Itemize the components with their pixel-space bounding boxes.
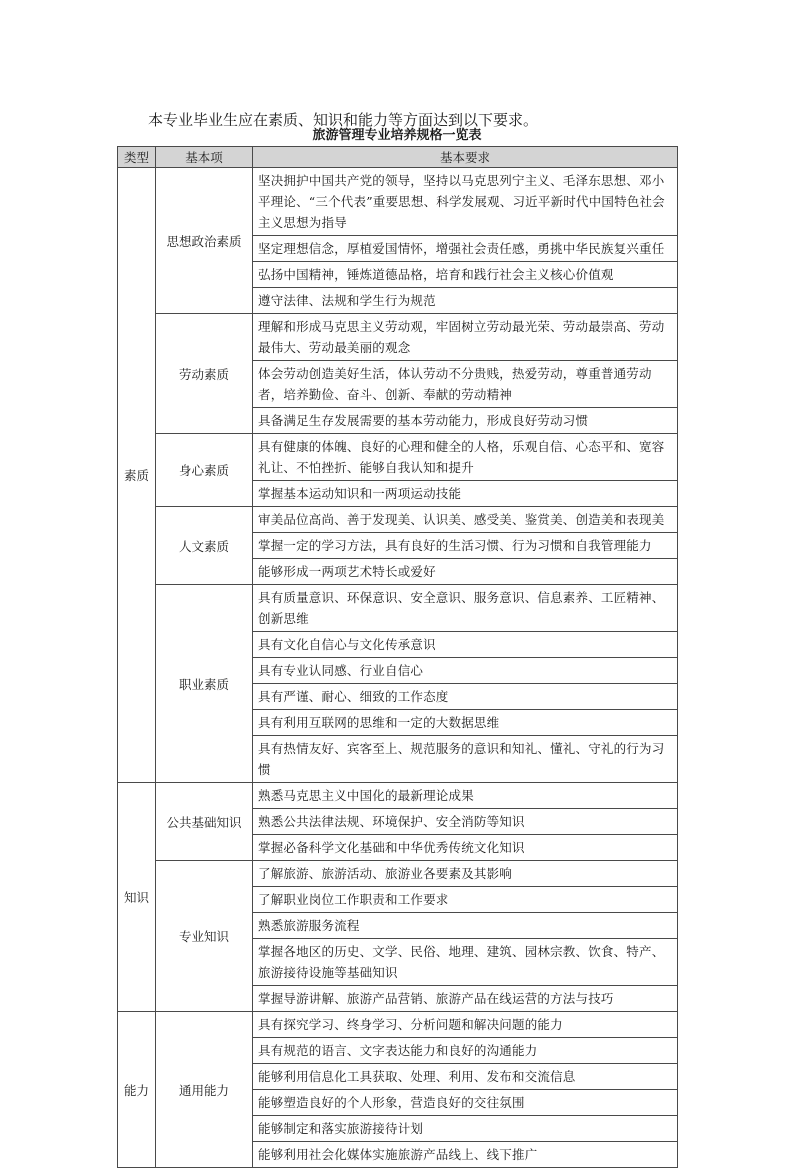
requirement-cell: 掌握必备科学文化基础和中华优秀传统文化知识 [253,835,678,861]
requirement-cell: 能够形成一两项艺术特长或爱好 [253,559,678,585]
requirement-cell: 弘扬中国精神，锤炼道德品格，培育和践行社会主义核心价值观 [253,262,678,288]
requirement-cell: 具有专业认同感、行业自信心 [253,658,678,684]
intro-paragraph: 本专业毕业生应在素质、知识和能力等方面达到以下要求。 [148,111,539,129]
requirement-cell: 掌握一定的学习方法，具有良好的生活习惯、行为习惯和自我管理能力 [253,533,678,559]
requirement-cell: 体会劳动创造美好生活，体认劳动不分贵贱，热爱劳动，尊重普通劳动者，培养勤俭、奋斗、创新、奉献的劳动精神 [253,361,678,408]
requirement-cell: 遵守法律、法规和学生行为规范 [253,288,678,314]
requirement-cell: 具有质量意识、环保意识、安全意识、服务意识、信息素养、工匠精神、创新思维 [253,585,678,632]
requirement-cell: 能够制定和落实旅游接待计划 [253,1116,678,1142]
requirement-cell: 具有利用互联网的思维和一定的大数据思维 [253,710,678,736]
requirement-cell: 能够塑造良好的个人形象，营造良好的交往氛围 [253,1090,678,1116]
requirement-cell: 具有规范的语言、文字表达能力和良好的沟通能力 [253,1038,678,1064]
table-row [118,783,678,809]
requirement-cell: 掌握导游讲解、旅游产品营销、旅游产品在线运营的方法与技巧 [253,986,678,1012]
basic-item-cell: 专业知识 [156,861,253,1012]
requirement-cell: 具有热情友好、宾客至上、规范服务的意识和知礼、懂礼、守礼的行为习惯 [253,736,678,783]
category-cell: 能力 [118,1012,156,1168]
basic-item-cell: 劳动素质 [156,314,253,434]
requirement-cell: 审美品位高尚、善于发现美、认识美、感受美、鉴赏美、创造美和表现美 [253,507,678,533]
header-type: 类型 [118,147,156,168]
requirement-cell: 坚定理想信念，厚植爱国情怀，增强社会责任感，勇挑中华民族复兴重任 [253,236,678,262]
basic-item-cell: 公共基础知识 [156,783,253,861]
requirement-cell: 具有探究学习、终身学习、分析问题和解决问题的能力 [253,1012,678,1038]
header-requirement: 基本要求 [253,147,678,168]
category-cell: 知识 [118,783,156,1012]
requirement-cell: 了解旅游、旅游活动、旅游业各要素及其影响 [253,861,678,887]
basic-item-cell: 通用能力 [156,1012,253,1168]
basic-item-cell: 人文素质 [156,507,253,585]
requirement-cell: 具有文化自信心与文化传承意识 [253,632,678,658]
table-row [118,507,678,533]
basic-item-cell: 职业素质 [156,585,253,783]
table-row [118,585,678,632]
requirement-cell: 具有健康的体魄、良好的心理和健全的人格，乐观自信、心态平和、宽容礼让、不怕挫折、能够自我认知和提升 [253,434,678,481]
requirement-cell: 坚决拥护中国共产党的领导，坚持以马克思列宁主义、毛泽东思想、邓小平理论、“三个代表”重要思想、科学发展观、习近平新时代中国特色社会主义思想为指导 [253,168,678,236]
table-row [118,1012,678,1038]
requirement-cell: 熟悉旅游服务流程 [253,913,678,939]
table-row [118,168,678,236]
table-row [118,861,678,887]
requirement-cell: 掌握各地区的历史、文学、民俗、地理、建筑、园林宗教、饮食、特产、旅游接待设施等基础知识 [253,939,678,986]
training-spec-table [117,146,678,1168]
requirement-cell: 具备满足生存发展需要的基本劳动能力，形成良好劳动习惯 [253,408,678,434]
requirement-cell: 能够利用社会化媒体实施旅游产品线上、线下推广 [253,1142,678,1168]
requirement-cell: 理解和形成马克思主义劳动观，牢固树立劳动最光荣、劳动最崇高、劳动最伟大、劳动最美丽的观念 [253,314,678,361]
table-title: 旅游管理专业培养规格一览表 [312,128,482,143]
table-body [118,168,678,1168]
requirement-cell: 掌握基本运动知识和一两项运动技能 [253,481,678,507]
header-item: 基本项 [156,147,253,168]
requirement-cell: 具有严谨、耐心、细致的工作态度 [253,684,678,710]
table-row [118,314,678,361]
table-row [118,434,678,481]
table-header-row [118,147,678,168]
requirement-cell: 能够利用信息化工具获取、处理、利用、发布和交流信息 [253,1064,678,1090]
requirement-cell: 熟悉公共法律法规、环境保护、安全消防等知识 [253,809,678,835]
requirement-cell: 了解职业岗位工作职责和工作要求 [253,887,678,913]
basic-item-cell: 身心素质 [156,434,253,507]
basic-item-cell: 思想政治素质 [156,168,253,314]
category-cell: 素质 [118,168,156,783]
requirement-cell: 熟悉马克思主义中国化的最新理论成果 [253,783,678,809]
